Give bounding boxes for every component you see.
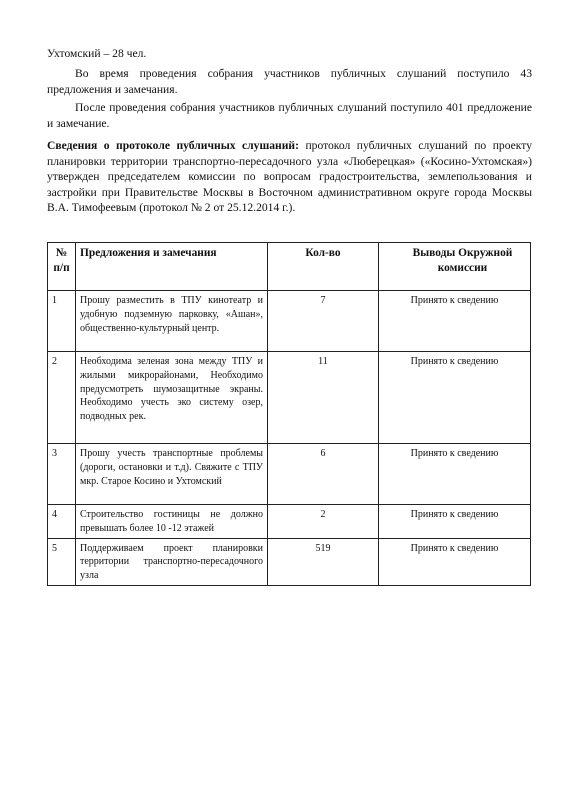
protocol-paragraph: [47, 138, 532, 216]
row-num: 1: [48, 291, 76, 352]
row-num: 2: [48, 352, 76, 444]
row-count: 6: [268, 444, 379, 505]
meeting-proposals-paragraph: Во время проведения собрания участников публичных слушаний поступило 43 предложения и замечания.: [47, 67, 532, 96]
table-row: [48, 352, 531, 444]
table-row: [48, 538, 531, 585]
row-count: 519: [268, 538, 379, 585]
protocol-text: протокол публичных слушаний по проекту планировки территории транспортно-пересадочного узла «Люберецкая» («Косино-Ухтомская») утвержден председателем комиссии по вопросам градостроительства, землепользования и застройки при Правительстве Москвы в Восточном административном округе города Москвы В.А. Тимофеевым (протокол № 2 от 25.12.2014 г.).: [47, 139, 532, 214]
table-row: [48, 444, 531, 505]
table-row: [48, 505, 531, 539]
after-meeting-proposals-paragraph: После проведения собрания участников публичных слушаний поступило 401 предложение и замечание.: [47, 101, 532, 130]
district-count-line: Ухтомский – 28 чел.: [47, 47, 147, 60]
header-count: Кол-во: [268, 243, 379, 291]
row-num: 5: [48, 538, 76, 585]
row-num: 3: [48, 444, 76, 505]
row-count: 2: [268, 505, 379, 539]
row-count: 7: [268, 291, 379, 352]
row-proposal: Прошу разместить в ТПУ кинотеатр и удобную подземную парковку, «Ашан», общественно-культурный центр.: [76, 291, 268, 352]
header-conclusions: Выводы Окружной комиссии: [379, 243, 531, 291]
table-row: [48, 291, 531, 352]
row-result: Принято к сведению: [379, 352, 531, 444]
header-num: № п/п: [48, 243, 76, 291]
row-proposal: Строительство гостиницы не должно превышать более 10 -12 этажей: [76, 505, 268, 539]
row-result: Принято к сведению: [379, 291, 531, 352]
proposals-table: [47, 242, 531, 586]
row-count: 11: [268, 352, 379, 444]
row-proposal: Поддерживаем проект планировки территории транспортно-пересадочного узла: [76, 538, 268, 585]
row-result: Принято к сведению: [379, 505, 531, 539]
header-proposals: Предложения и замечания: [76, 243, 268, 291]
row-result: Принято к сведению: [379, 444, 531, 505]
protocol-heading: Сведения о протоколе публичных слушаний:: [47, 139, 299, 152]
row-num: 4: [48, 505, 76, 539]
row-result: Принято к сведению: [379, 538, 531, 585]
table-header-row: [48, 243, 531, 291]
row-proposal: Прошу учесть транспортные проблемы (дороги, остановки и т.д). Свяжите с ТПУ мкр. Старое Косино и Ухтомский: [76, 444, 268, 505]
row-proposal: Необходима зеленая зона между ТПУ и жилыми микрорайонами, Необходимо предусмотреть шумозащитные экраны. Необходимо учесть эко систему озер, подводных рек.: [76, 352, 268, 444]
